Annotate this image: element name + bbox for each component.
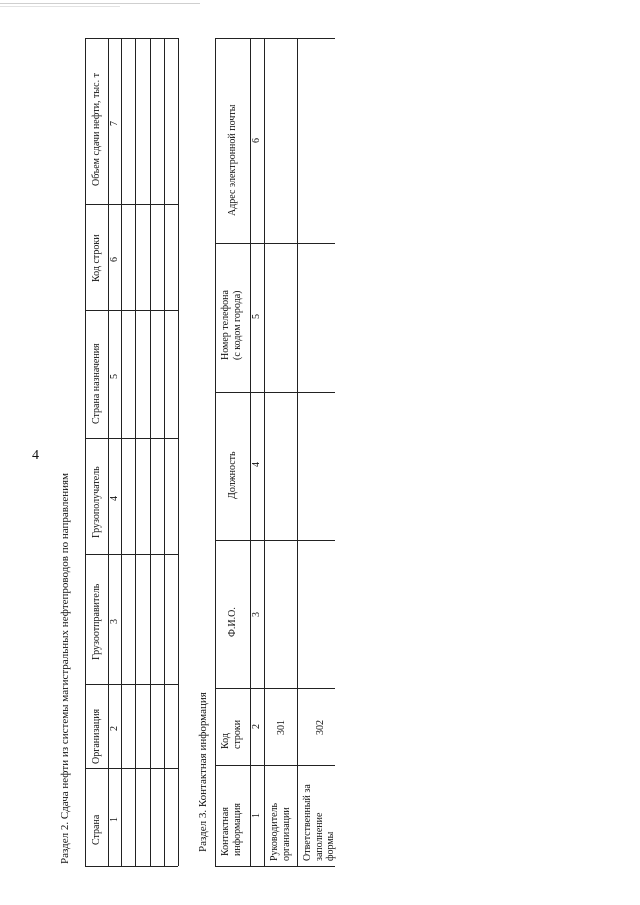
s2-col-destination-header: Страна назначения <box>91 343 102 424</box>
s3-row-code: 301 <box>276 720 287 735</box>
s3-col-fio-header: Ф.И.О. <box>227 607 238 637</box>
s3-col-num: 6 <box>251 138 262 143</box>
s2-col-num: 2 <box>109 726 120 731</box>
s3-col-num: 3 <box>251 612 262 617</box>
scan-artifact-line <box>0 3 200 4</box>
s2-col-num: 4 <box>109 496 120 501</box>
s3-col-num: 4 <box>251 462 262 467</box>
s2-col-country-header: Страна <box>91 814 102 845</box>
s3-row-code: 302 <box>315 720 326 735</box>
section-3-title: Раздел 3. Контактная информация <box>197 692 209 852</box>
s3-col-num: 2 <box>251 724 262 729</box>
s3-row-label: Ответственный за заполнение формы <box>302 784 336 861</box>
s3-col-num: 1 <box>251 813 262 818</box>
s2-col-line-code-header: Код строки <box>91 234 102 282</box>
s3-row-label: Руководитель организации <box>269 802 292 861</box>
s3-col-position-header: Должность <box>227 451 238 499</box>
s2-col-num: 6 <box>109 257 120 262</box>
s2-col-shipper-header: Грузоотправитель <box>91 583 102 660</box>
s2-col-num: 5 <box>109 374 120 379</box>
s3-col-email-header: Адрес электронной почты <box>227 104 238 216</box>
s2-col-organization-header: Организация <box>91 708 102 764</box>
s2-col-num: 3 <box>109 619 120 624</box>
s3-col-contact-header: Контактная информация <box>220 802 243 856</box>
section-2-title: Раздел 2. Сдача нефти из системы магистральных нефтепроводов по направлениям <box>59 473 71 864</box>
s2-col-num: 7 <box>109 121 120 126</box>
s2-col-volume-header: Объем сдачи нефти, тыс. т <box>91 73 102 186</box>
page-number: 4 <box>32 448 39 463</box>
s3-col-line-code-header: Код строки <box>220 719 243 749</box>
s2-col-num: 1 <box>109 817 120 822</box>
s3-col-phone-header: Номер телефона (с кодом города) <box>220 290 243 360</box>
s2-col-consignee-header: Грузополучатель <box>91 466 102 538</box>
scan-artifact-line <box>0 6 120 7</box>
s3-col-num: 5 <box>251 314 262 319</box>
